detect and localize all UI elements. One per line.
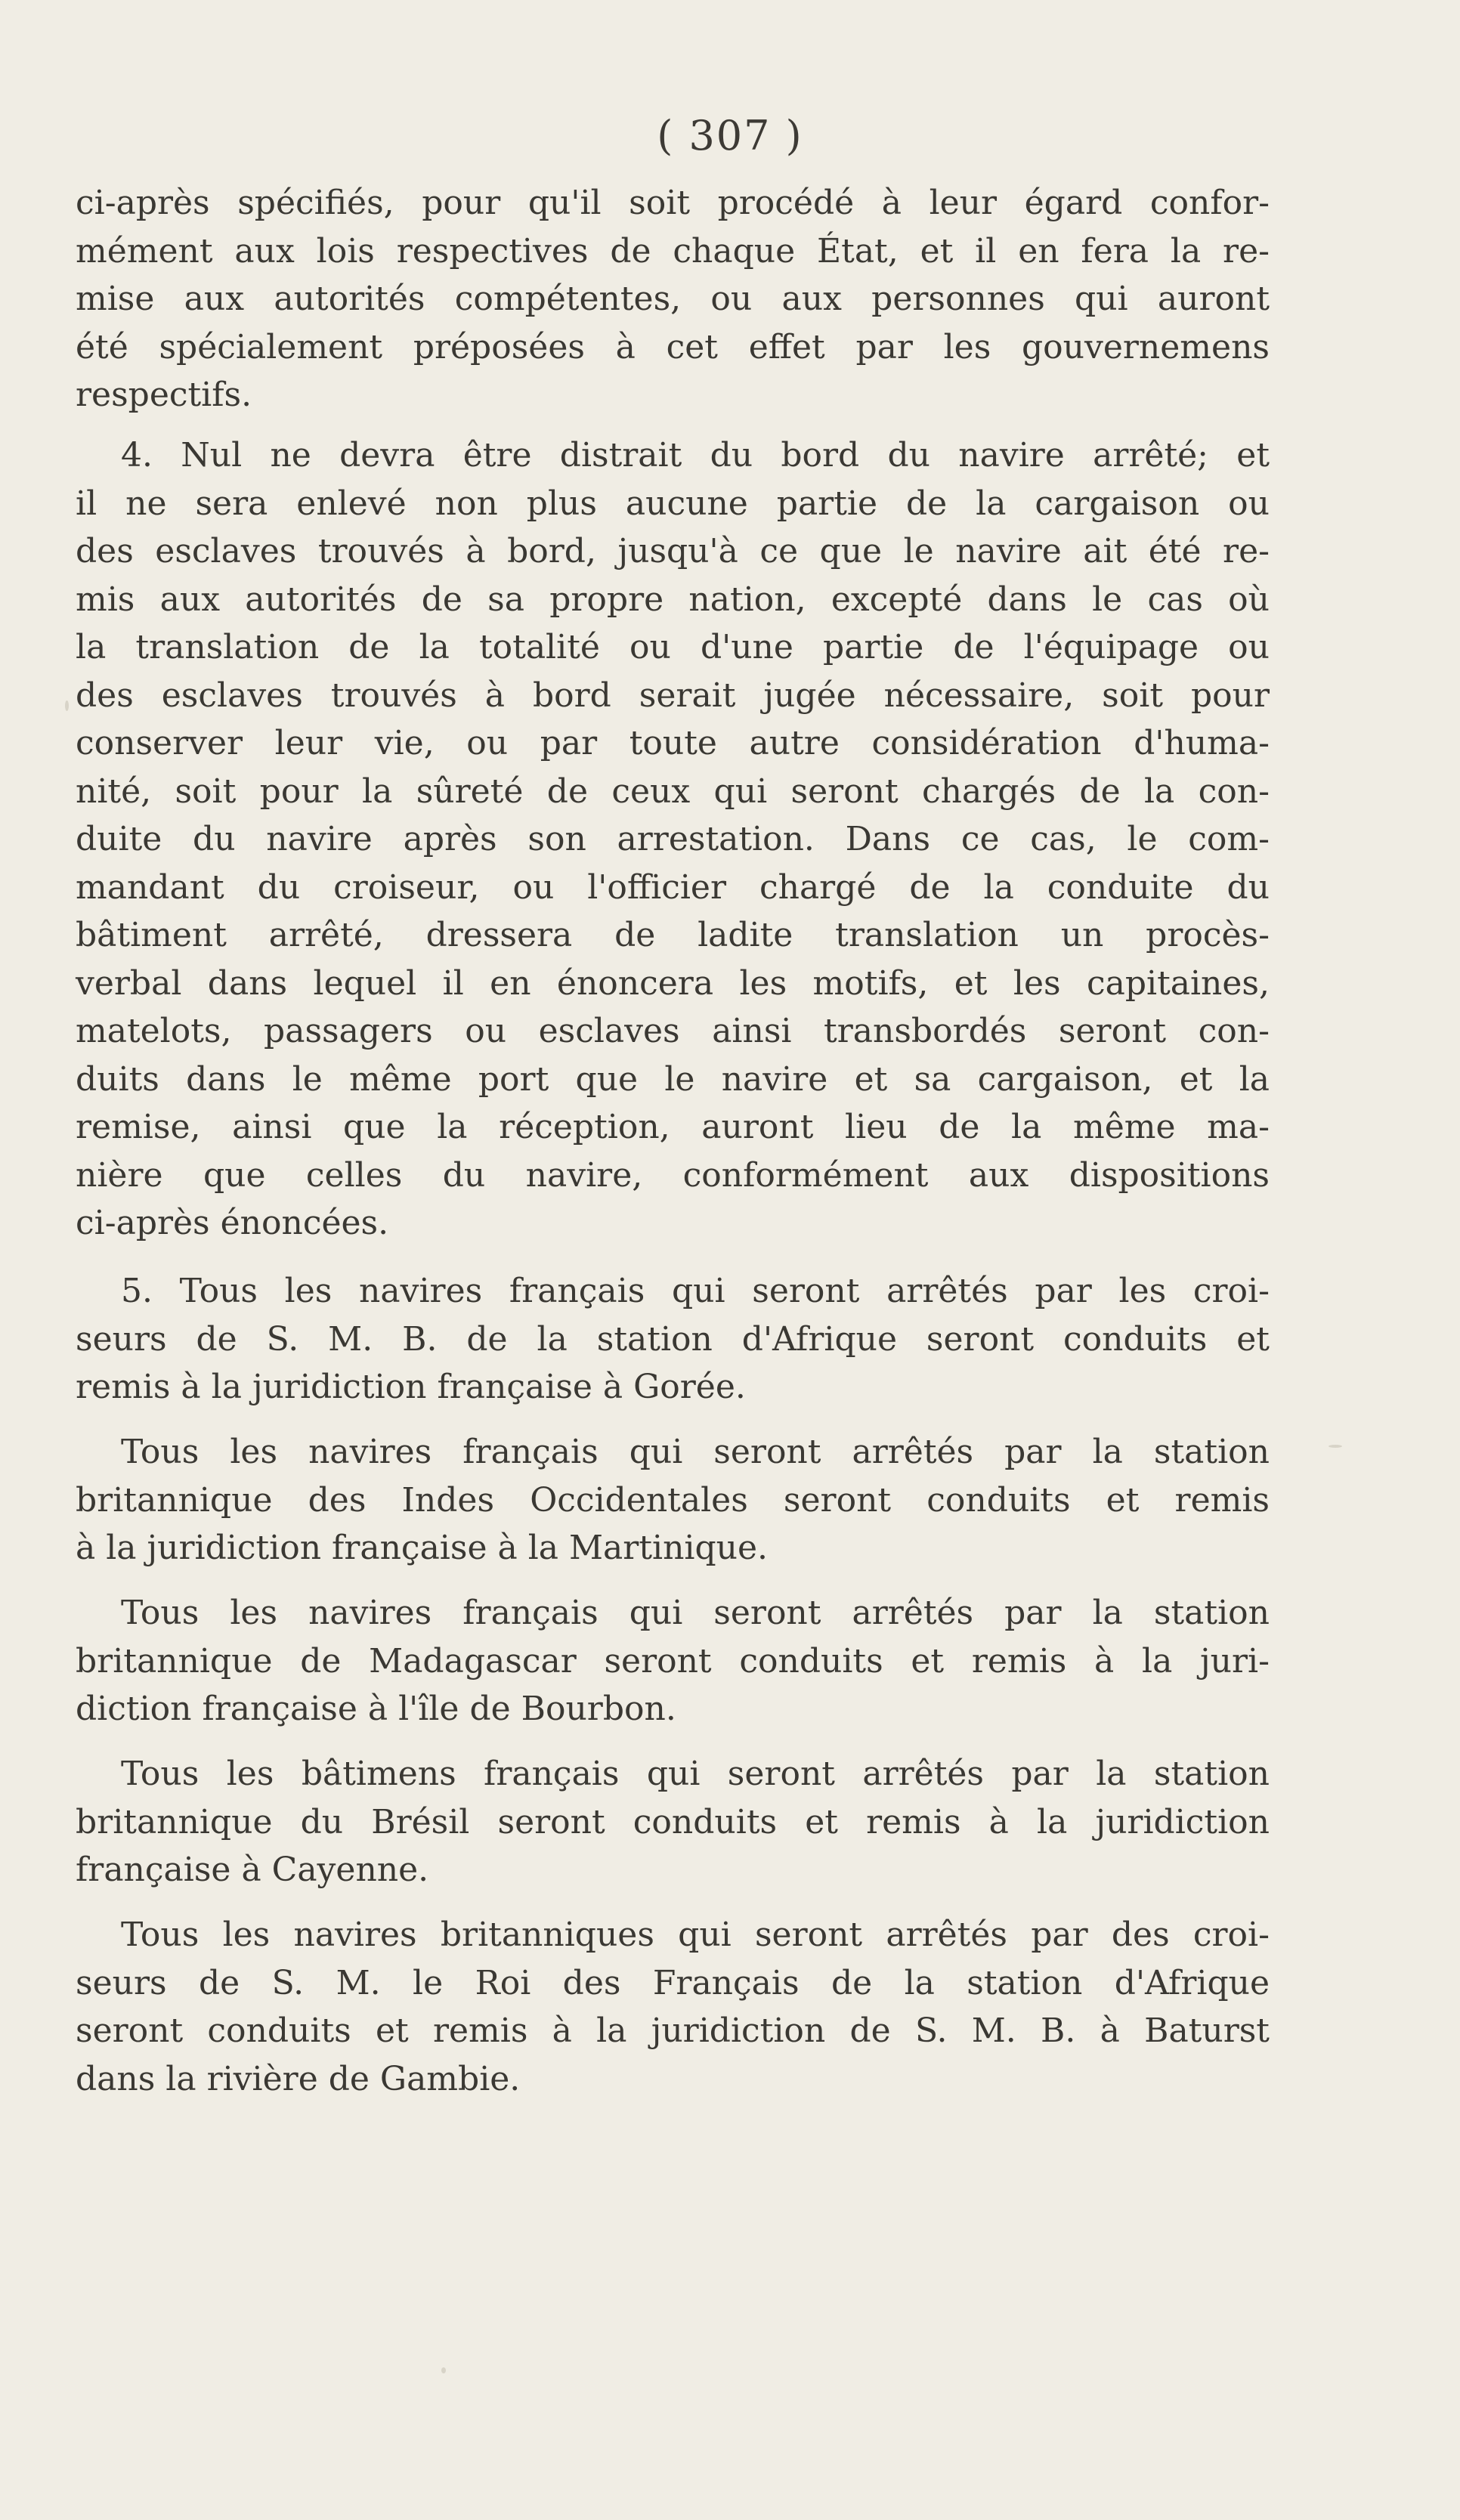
text-line: conserver leur vie, ou par toute autre considération d'huma- [76,724,1270,762]
text-line: à la juridiction française à la Martinique. [76,1529,769,1567]
text-line: britannique du Brésil seront conduits et remis à la juridiction [76,1802,1270,1841]
paragraph-article-5 [76,1267,1270,1412]
text-line: diction française à l'île de Bourbon. [76,1690,676,1728]
paper-speck [1329,1445,1342,1448]
text-line: matelots, passagers ou esclaves ainsi transbordés seront con- [76,1012,1270,1050]
text-line: des esclaves trouvés à bord, jusqu'à ce que le navire ait été re- [76,532,1270,570]
paragraph-article-4 [76,431,1270,1248]
text-line: duits dans le même port que le navire et sa cargaison, et la [76,1059,1270,1099]
text-line: 4. Nul ne devra être distrait du bord du navire arrêté; et [121,436,1270,475]
text-line: ci-après spécifiés, pour qu'il soit procédé à leur égard confor- [76,184,1270,222]
paragraph-martinique [76,1428,1270,1572]
text-line: des esclaves trouvés à bord serait jugée nécessaire, soit pour [76,676,1270,715]
text-line: nière que celles du navire, conformément aux dispositions [76,1155,1270,1195]
text-line: mis aux autorités de sa propre nation, excepté dans le cas où [76,580,1270,619]
text-line: mément aux lois respectives de chaque État, et il en fera la re- [76,231,1270,271]
text-line: Tous les navires français qui seront arrêtés par la station [121,1433,1270,1471]
text-line: Tous les bâtimens français qui seront arrêtés par la station [121,1755,1270,1793]
text-line: il ne sera enlevé non plus aucune partie de la cargaison ou [76,484,1270,523]
text-line: mandant du croiseur, ou l'officier chargé de la conduite du [76,867,1270,907]
text-line: britannique des Indes Occidentales seront conduits et remis [76,1480,1270,1520]
text-line: dans la rivière de Gambie. [76,2059,521,2098]
text-line: été spécialement préposées à cet effet par les gouvernemens [76,327,1270,366]
text-line: remise, ainsi que la réception, auront lieu de la même ma- [76,1108,1270,1146]
text-line: duite du navire après son arrestation. Dans ce cas, le com- [76,820,1270,858]
paragraph-bourbon [76,1589,1270,1733]
text-line: britannique de Madagascar seront conduits et remis à la juri- [76,1641,1270,1681]
paper-speck [65,700,69,711]
text-line: Tous les navires français qui seront arrêtés par la station [121,1594,1270,1632]
text-line: française à Cayenne. [76,1851,429,1889]
text-line: ci-après énoncées. [76,1204,389,1242]
text-line: seurs de S. M. le Roi des Français de la station d'Afrique [76,1963,1270,2002]
text-line: mise aux autorités compétentes, ou aux personnes qui auront [76,280,1270,318]
page-number: ( 307 ) [657,112,803,159]
text-line: seront conduits et remis à la juridiction de S. M. B. à Baturst [76,2011,1270,2050]
text-line: nité, soit pour la sûreté de ceux qui seront chargés de la con- [76,771,1270,811]
text-line: bâtiment arrêté, dressera de ladite translation un procès- [76,916,1270,954]
text-line: seurs de S. M. B. de la station d'Afrique seront conduits et [76,1319,1270,1359]
text-line: la translation de la totalité ou d'une partie de l'équipage ou [76,628,1270,666]
text-line: 5. Tous les navires français qui seront arrêtés par les croi- [121,1272,1270,1310]
paper-speck [441,2367,446,2373]
text-line: respectifs. [76,376,252,414]
text-line: Tous les navires britanniques qui seront arrêtés par des croi- [121,1916,1270,1954]
paragraph-cayenne [76,1750,1270,1894]
paragraph-gambie [76,1911,1270,2103]
paragraph-continuation [76,179,1270,419]
text-line: verbal dans lequel il en énoncera les motifs, et les capitaines, [76,963,1270,1003]
text-line: remis à la juridiction française à Gorée. [76,1368,746,1406]
